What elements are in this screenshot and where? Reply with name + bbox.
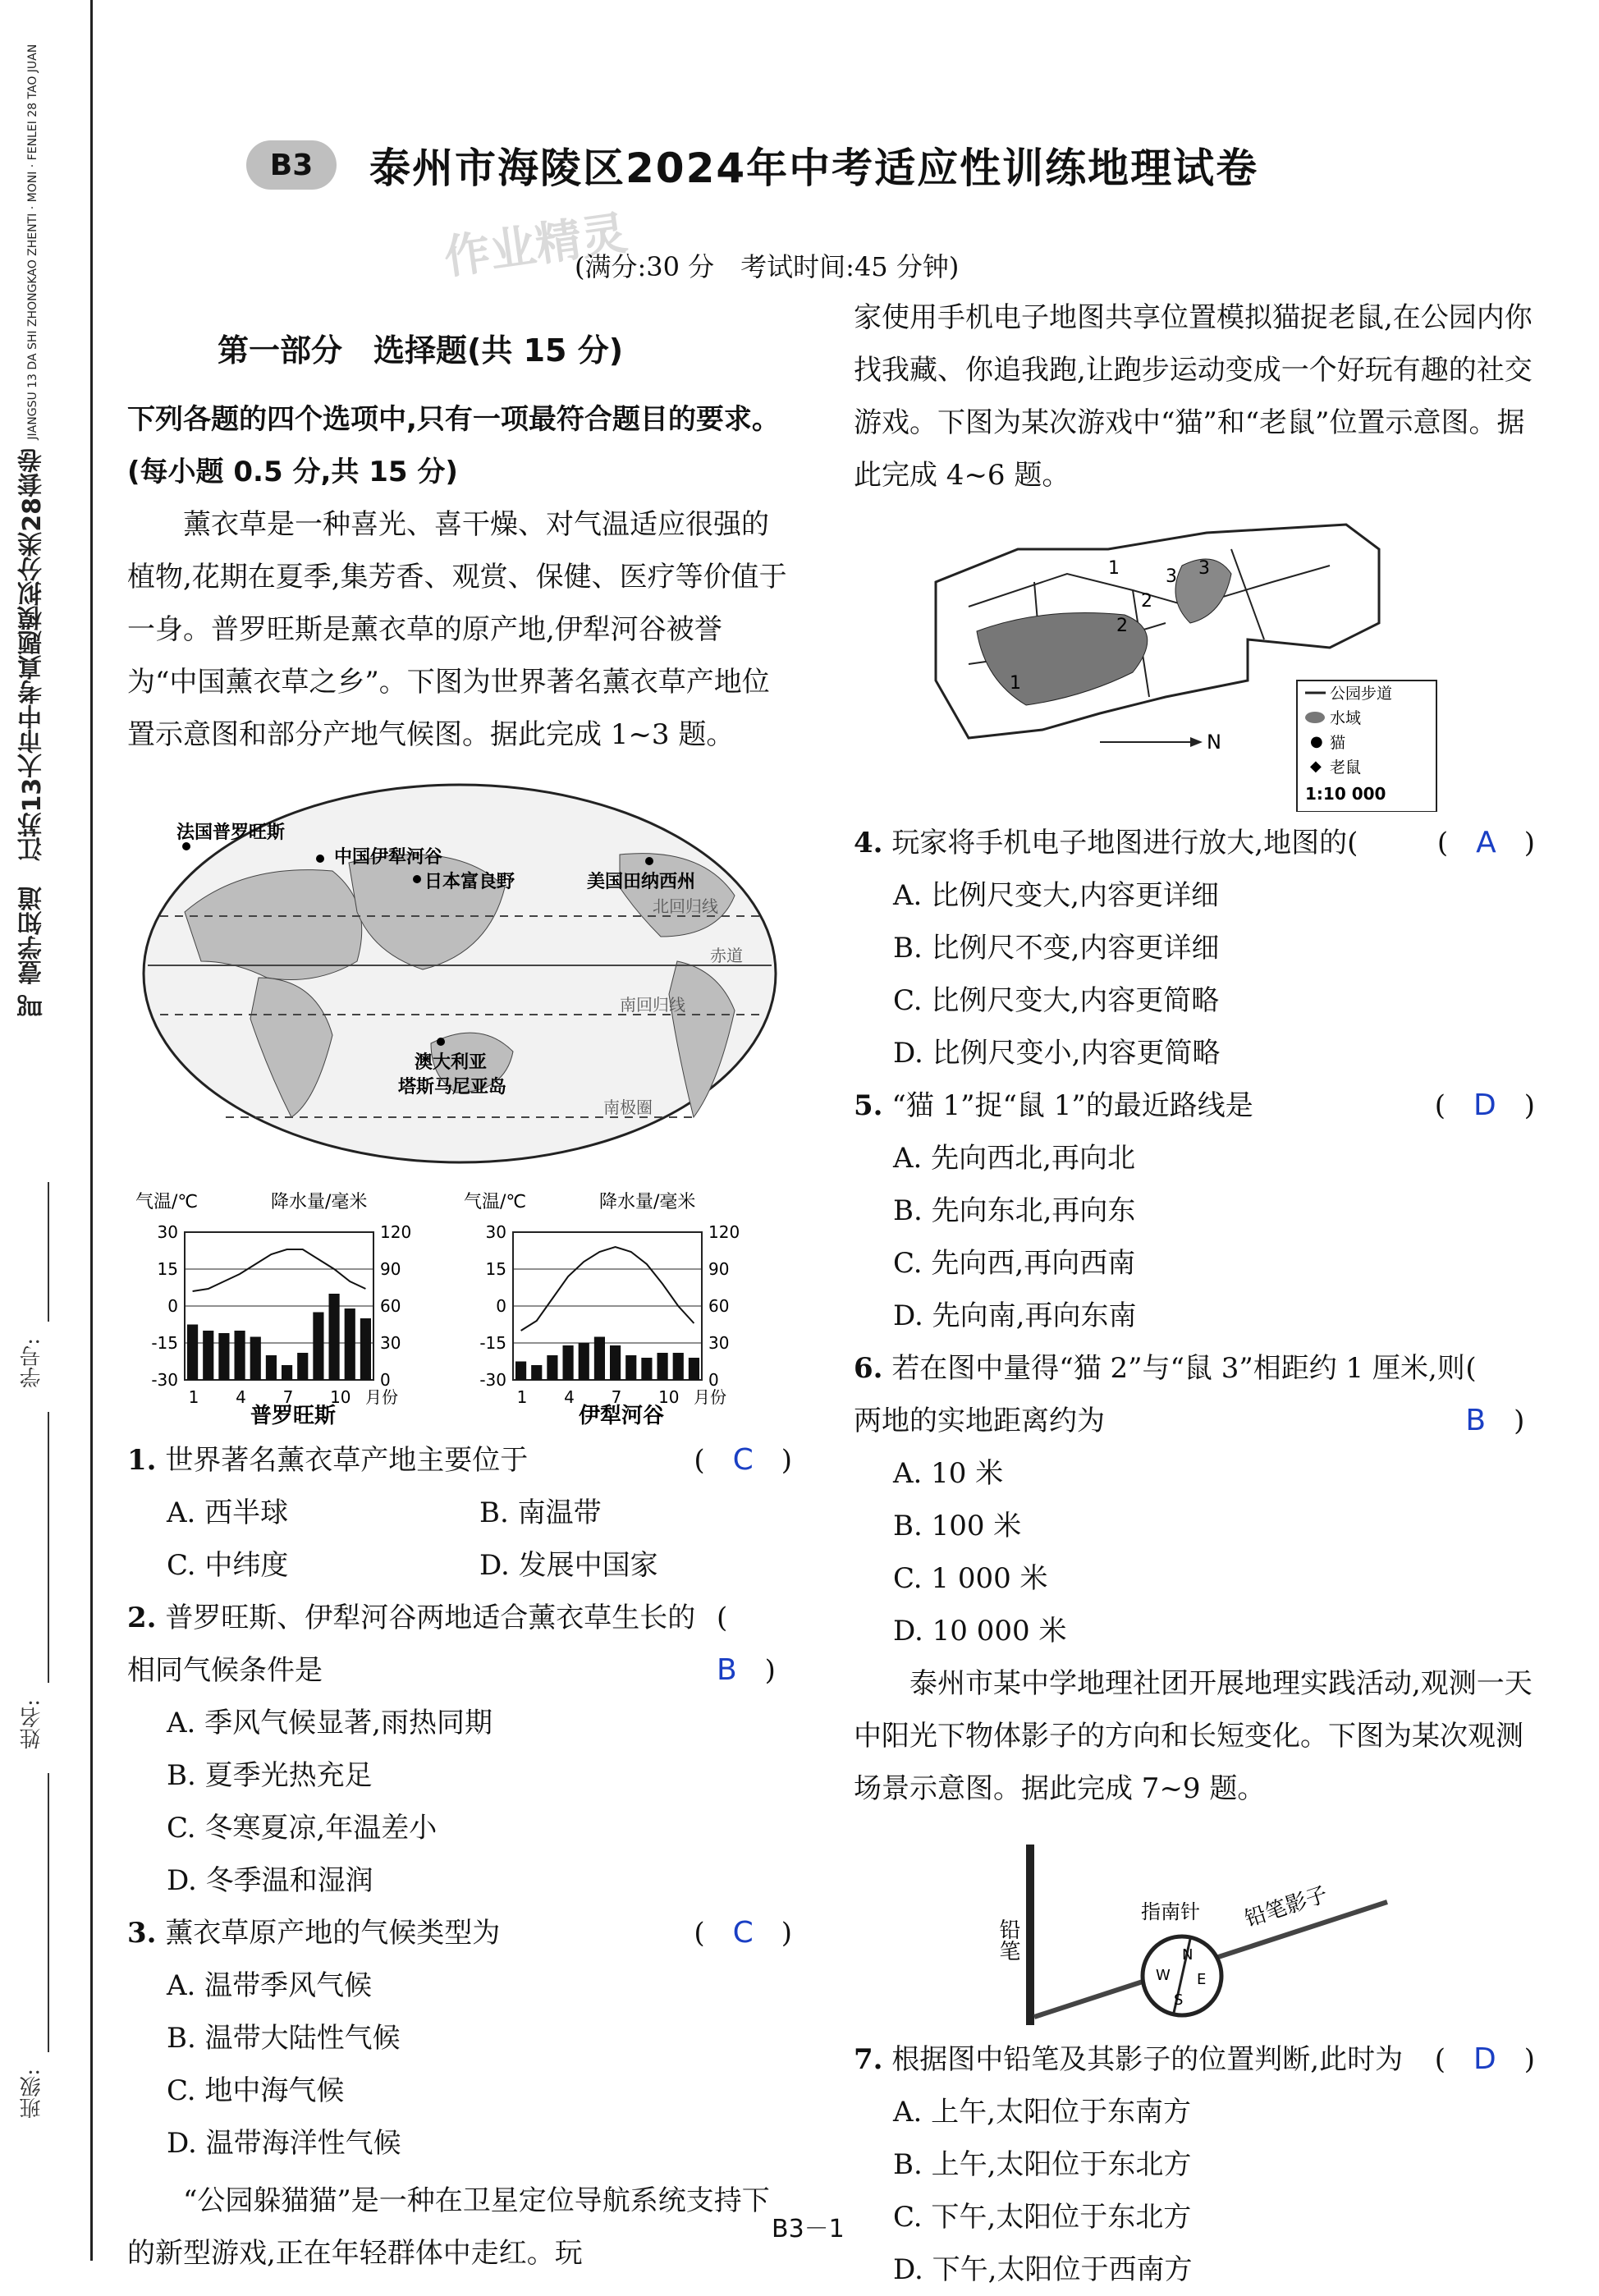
question [127,1907,792,2170]
option: C. 地中海气候 [167,2074,345,2107]
month-axis-label: 月份 [694,1387,726,1407]
question-7 [854,2033,1535,2296]
option: D. 冬季温和湿润 [167,1864,373,1897]
label-australia: 澳大利亚 [415,1052,488,1073]
answer-box: ( C ) [694,1443,792,1477]
temp-axis-label: 气温/℃ [464,1192,527,1212]
svg-text:老鼠: 老鼠 [1330,758,1362,777]
option-row [127,1487,792,1539]
climate-chart-provence [127,1183,456,1429]
right-column [854,291,1535,2296]
precip-bar [313,1313,323,1381]
svg-text:2: 2 [1116,616,1128,636]
option: C. 1 000 米 [893,1562,1048,1595]
answer-mark: A [1476,826,1496,859]
option: B. 南温带 [479,1496,602,1529]
temp-tick: 15 [157,1259,178,1279]
precip-bar [235,1331,245,1380]
svg-text:1: 1 [1108,558,1120,579]
shadow-figure [936,1828,1535,2033]
month-tick: 4 [236,1387,246,1407]
month-axis-label: 月份 [365,1387,398,1407]
precip-bar [563,1345,574,1380]
svg-text:●: ● [1310,733,1323,750]
answer-mark: B [716,1653,737,1687]
temp-tick: 15 [485,1259,506,1279]
precip-bar [515,1362,526,1381]
north-label: N [1207,731,1221,754]
option: D. 10 000 米 [893,1615,1067,1648]
question [854,1079,1535,1342]
month-tick: 7 [282,1387,294,1407]
option: B. 100 米 [893,1510,1022,1542]
question [854,2033,1535,2296]
question-stem-row [854,1079,1535,1132]
precip-axis-label: 降水量/毫米 [599,1192,696,1212]
precip-bar [360,1318,371,1380]
month-tick: 1 [516,1387,528,1407]
precip-bar [689,1358,699,1380]
question-stem: 4. 玩家将手机电子地图进行放大,地图的( [854,827,1358,859]
svg-text:N: N [1182,1946,1194,1964]
page-title: 泰州市海陵区2024年中考适应性训练地理试卷 [369,144,1259,192]
pencil [1026,1845,1034,2025]
precip-tick: 30 [708,1333,730,1353]
answer-mark: D [1473,1088,1496,1122]
watermark: 作业精灵 [441,206,631,286]
option: A. 季风气候显著,雨热同期 [167,1707,493,1739]
label-tennessee: 美国田纳西州 [587,872,696,892]
precip-tick: 0 [708,1370,719,1390]
margin-name-label: 姓名: [20,1699,44,1749]
svg-text:◆: ◆ [1310,758,1322,775]
precip-bar [297,1353,308,1380]
label-tasmania: 塔斯马尼亚岛 [398,1077,507,1098]
question [127,1592,792,1907]
margin-name-line [48,1412,49,1683]
option: A. 先向西北,再向北 [893,1142,1135,1175]
precip-bar [547,1355,557,1380]
question-stem: 5. “猫 1”捉“鼠 1”的最近路线是 [854,1089,1253,1122]
temp-tick: -30 [151,1370,178,1390]
svg-text:铅笔影子: 铅笔影子 [1241,1881,1331,1932]
questions-4-6 [854,817,1535,1657]
precip-bar [266,1355,277,1380]
question [854,817,1535,1079]
label-yili: 中国伊犁河谷 [334,847,443,868]
section-heading: 第一部分 选择题(共 15 分) [218,332,624,369]
temp-axis-label: 气温/℃ [135,1192,199,1212]
label-antarctic-circle: 南极圈 [603,1098,653,1117]
answer-mark: C [732,1443,754,1477]
temp-tick: 0 [496,1296,506,1316]
question-stem-row [854,1342,1535,1447]
label-tropic-cancer: 北回归线 [653,896,718,916]
precip-bar [657,1353,668,1380]
chart-name: 伊犁河谷 [579,1404,665,1428]
precip-tick: 60 [708,1296,730,1316]
precip-tick: 90 [380,1259,401,1279]
answer-box: ( A ) [1436,826,1535,859]
svg-text:S: S [1174,1991,1184,2009]
option: A. 比例尺变大,内容更详细 [893,879,1219,912]
question-stem: 3. 薰衣草原产地的气候类型为 [127,1917,501,1950]
month-tick: 10 [658,1387,680,1407]
answer-box: ( B ) [716,1602,776,1687]
park-legend [1297,681,1436,812]
answer-box: ( D ) [1434,1088,1535,1122]
svg-text:W: W [1156,1967,1171,1984]
climate-charts [127,1183,792,1429]
question-stem-row [854,817,1535,869]
option: C. 先向西,再向西南 [893,1247,1136,1280]
park-map-figure [919,516,1535,812]
question-stem: 7. 根据图中铅笔及其影子的位置判断,此时为 [854,2043,1404,2076]
temp-tick: 30 [485,1222,506,1242]
question [127,1434,792,1592]
precip-bar [345,1308,355,1380]
question-stem-row [127,1434,792,1487]
precip-bar [250,1337,261,1381]
option: D. 下午,太阳位于西南方 [893,2253,1193,2286]
svg-text:E: E [1197,1971,1207,1988]
precip-tick: 30 [380,1333,401,1353]
answer-mark: C [732,1916,754,1950]
svg-text:水域: 水域 [1330,709,1362,727]
label-furano: 日本富良野 [424,872,515,892]
precip-bar [594,1337,605,1381]
world-map-figure [127,772,792,1175]
left-column [127,324,792,2280]
precip-bar [218,1333,229,1380]
option: B. 上午,太阳位于东北方 [893,2148,1192,2181]
temp-tick: -15 [151,1333,178,1353]
option: B. 夏季光热充足 [167,1759,373,1792]
precip-bar [641,1358,652,1380]
instruction: 下列各题的四个选项中,只有一项最符合题目的要求。(每小题 0.5 分,共 15 分) [127,403,780,488]
climate-chart-yili [456,1183,784,1429]
svg-text:3: 3 [1198,558,1210,579]
precip-bar [610,1345,621,1380]
precip-tick: 90 [708,1259,730,1279]
answer-mark: D [1473,2042,1496,2076]
svg-text:1: 1 [1010,673,1021,694]
precip-bar [673,1353,684,1380]
precip-tick: 120 [708,1222,740,1242]
svg-text:公园步道: 公园步道 [1330,685,1393,703]
label-tropic-capricorn: 南回归线 [620,995,685,1015]
answer-box: ( B ) [1465,1352,1525,1437]
svg-text:猫: 猫 [1330,734,1346,752]
question-stem-row [127,1592,792,1697]
margin-class-label: 班级: [20,2069,44,2119]
option: A. 上午,太阳位于东南方 [893,2096,1191,2129]
option: D. 发展中国家 [479,1549,658,1582]
option: D. 先向南,再向东南 [893,1299,1137,1332]
svg-text:3: 3 [1166,566,1177,587]
questions-1-3 [127,1434,792,2170]
spine-brand: ㎎ 壹学知道 江苏13大市中考真题模拟分类28套卷 JIANGSU 13 DA SHI ZHONGKAO ZHENTI · MONI · FENLEI 28 TAO JUAN [18,44,47,1018]
precip-tick: 0 [380,1370,391,1390]
precip-bar [187,1325,198,1381]
option: B. 温带大陆性气候 [167,2022,401,2055]
month-tick: 10 [330,1387,351,1407]
precip-bar [579,1343,589,1380]
temp-tick: -15 [479,1333,506,1353]
exam-info: (满分:30 分 考试时间:45 分钟) [575,251,960,282]
page-header [246,135,1258,195]
passage-lavender: 薰衣草是一种喜光、喜干燥、对气温适应很强的植物,花期在夏季,集芳香、观赏、保健、医疗等价值于一身。普罗旺斯是薰衣草的原产地,伊犁河谷被誉为“中国薰衣草之乡”。下图为世界著名薰衣草产地位置示意图和部分产地气候图。据此完成 1~3 题。 [127,508,787,751]
label-equator: 赤道 [710,946,743,965]
option: C. 中纬度 [167,1549,289,1582]
precip-tick: 120 [380,1222,412,1242]
option: C. 比例尺变大,内容更简略 [893,984,1220,1017]
question-stem-row [127,1907,792,1959]
option: B. 先向东北,再向东 [893,1194,1136,1227]
option: A. 温带季风气候 [167,1969,373,2002]
question-stem-row [854,2033,1535,2086]
park-map [919,516,1445,812]
answer-box: ( C ) [694,1916,792,1950]
answer-box: ( D ) [1434,2042,1535,2076]
precip-tick: 60 [380,1296,401,1316]
option: A. 西半球 [167,1496,289,1529]
precip-bar [329,1294,340,1380]
answer-mark: B [1465,1404,1487,1437]
margin-class-line [48,1773,49,2052]
page-number: B3－1 [772,2215,845,2243]
precip-bar [203,1331,213,1380]
svg-text:2: 2 [1141,591,1152,612]
passage-hide-seek-part1: “公园躲猫猫”是一种在卫星定位导航系统支持下的新型游戏,正在年轻群体中走红。玩 [127,2184,770,2270]
month-tick: 7 [611,1387,622,1407]
world-map [127,772,792,1175]
option: A. 10 米 [893,1457,1004,1490]
svg-text:1:10 000: 1:10 000 [1305,784,1386,804]
option: B. 比例尺不变,内容更详细 [893,932,1220,965]
option: D. 温带海洋性气候 [167,2127,401,2160]
temp-tick: 30 [157,1222,178,1242]
paper-badge: B3 [246,140,337,190]
margin-number-label: 学号: [20,1338,44,1388]
passage-hide-seek-part2: 家使用手机电子地图共享位置模拟猫捉老鼠,在公园内你找我藏、你追我跑,让跑步运动变成一个好玩有趣的社交游戏。下图为某次游戏中“猫”和“老鼠”位置示意图。据此完成 4~6 题。 [854,301,1533,492]
passage-shadow: 泰州市某中学地理社团开展地理实践活动,观测一天中阳光下物体影子的方向和长短变化。下图为某次观测场景示意图。据此完成 7~9 题。 [854,1667,1533,1805]
question [854,1342,1535,1657]
option: D. 比例尺变小,内容更简略 [893,1037,1221,1070]
temp-tick: -30 [479,1370,506,1390]
option: C. 冬寒夏凉,年温差小 [167,1812,438,1845]
precip-bar [625,1355,636,1380]
temp-tick: 0 [167,1296,178,1316]
label-provence: 法国普罗旺斯 [176,823,286,843]
question-stem: 2. 普罗旺斯、伊犁河谷两地适合薰衣草生长的相同气候条件是 [127,1602,696,1687]
question-stem: 1. 世界著名薰衣草产地主要位于 [127,1444,529,1477]
svg-text:铅笔: 铅笔 [996,1918,1020,1961]
precip-bar [531,1365,542,1380]
shadow-diagram [936,1828,1395,2033]
month-tick: 4 [564,1387,575,1407]
option: C. 下午,太阳位于东北方 [893,2201,1192,2234]
chart-name: 普罗旺斯 [250,1404,337,1428]
precip-axis-label: 降水量/毫米 [271,1192,368,1212]
question-stem: 6. 若在图中量得“猫 2”与“鼠 3”相距约 1 厘米,则两地的实地距离约为 [854,1352,1465,1437]
margin-number-line [48,1182,49,1322]
svg-text:指南针: 指南针 [1141,1900,1200,1923]
option-row [127,1539,792,1592]
month-tick: 1 [188,1387,199,1407]
precip-bar [282,1365,292,1380]
